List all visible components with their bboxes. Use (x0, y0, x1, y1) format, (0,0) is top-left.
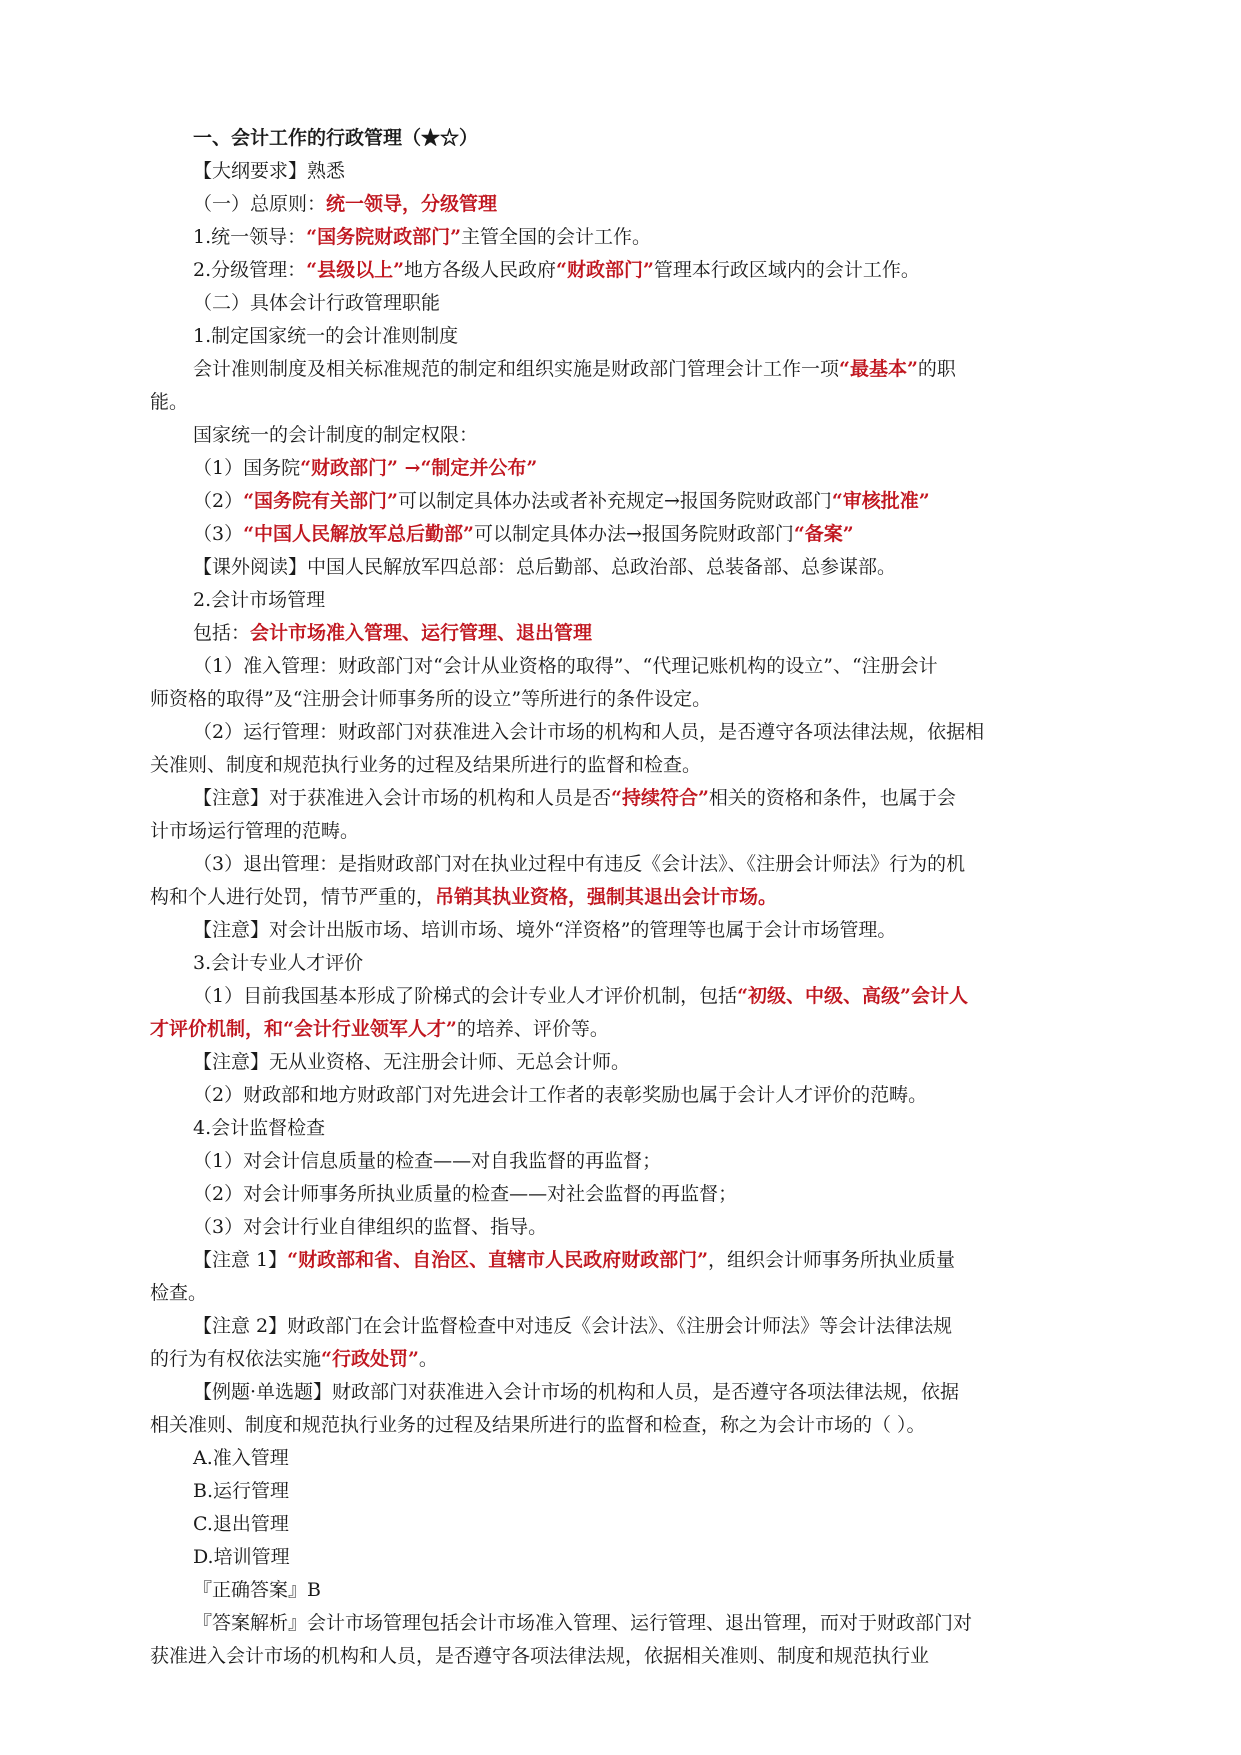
tiered-management (193, 254, 1093, 287)
paragraph-cont: 相关准则、制度和规范执行业务的过程及结果所进行的监督和检查，称之为会计市场的（ ）。 (150, 1414, 926, 1436)
paragraph: 国家统一的会计制度的制定权限： (193, 424, 479, 446)
text: 【注意 1】 (193, 1249, 288, 1271)
text: 1.统一领导： (193, 226, 307, 248)
heading-market: 2.会计市场管理 (193, 589, 326, 611)
paragraph (193, 617, 1093, 650)
text: （1）目前我国基本形成了阶梯式的会计专业人才评价机制，包括 (193, 985, 738, 1007)
paragraph-cont: 师资格的取得”及“注册会计师事务所的设立”等所进行的条件设定。 (150, 688, 712, 710)
highlight: “行政处罚” (321, 1348, 419, 1370)
highlight: “财政部门” (556, 259, 654, 281)
list-item: （3）对会计行业自律组织的监督、指导。 (193, 1216, 548, 1238)
text: 的职 (917, 358, 956, 380)
text: （一）总原则： (193, 193, 327, 215)
paragraph: （2）财政部和地方财政部门对先进会计工作者的表彰奖励也属于会计人才评价的范畴。 (193, 1084, 928, 1106)
highlight: 统一领导，分级管理 (326, 193, 498, 215)
text: （2） (193, 490, 244, 512)
text: 地方各级人民政府 (404, 259, 557, 281)
paragraph-cont (150, 1013, 1093, 1046)
text: 的培养、评价等。 (456, 1018, 609, 1040)
heading-standards: 1.制定国家统一的会计准则制度 (193, 325, 459, 347)
text: 可以制定具体办法或者补充规定→报国务院财政部门 (397, 490, 832, 512)
list-item (193, 518, 1093, 551)
text: 构和个人进行处罚，情节严重的， (150, 886, 436, 908)
highlight: “持续符合” (611, 787, 709, 809)
note (193, 1244, 1093, 1277)
list-item (193, 452, 1093, 485)
answer-analysis: 『答案解析』会计市场管理包括会计市场准入管理、运行管理、退出管理，而对于财政部门对 (193, 1612, 973, 1634)
paragraph (193, 353, 1093, 386)
option-a: A.准入管理 (193, 1447, 289, 1469)
text: 。 (418, 1348, 438, 1370)
paragraph (193, 980, 1093, 1013)
text: 主管全国的会计工作。 (461, 226, 652, 248)
outline-requirement: 【大纲要求】熟悉 (193, 160, 346, 182)
note (193, 782, 1093, 815)
text: 相关的资格和条件，也属于会 (708, 787, 956, 809)
list-item: （2）对会计师事务所执业质量的检查——对社会监督的再监督； (193, 1183, 738, 1205)
correct-answer: 『正确答案』B (193, 1579, 321, 1601)
text: 的行为有权依法实施 (150, 1348, 322, 1370)
text: 【注意】对于获准进入会计市场的机构和人员是否 (193, 787, 612, 809)
highlight: “财政部门” →“制定并公布” (300, 457, 538, 479)
paragraph-cont (150, 1343, 1093, 1376)
paragraph: （3）退出管理：是指财政部门对在执业过程中有违反《会计法》、《注册会计师法》行为的机 (193, 853, 966, 875)
text: 可以制定具体办法→报国务院财政部门 (473, 523, 794, 545)
paragraph: （2）运行管理：财政部门对获准进入会计市场的机构和人员，是否遵守各项法律法规，依据相 (193, 721, 985, 743)
highlight: “初级、中级、高级”会计人 (737, 985, 968, 1007)
highlight: “中国人民解放军总后勤部” (243, 523, 474, 545)
text: 2.分级管理： (193, 259, 307, 281)
paragraph-cont: 能。 (150, 391, 189, 413)
paragraph: （1）准入管理：财政部门对“会计从业资格的取得”、“代理记账机构的设立”、“注册会计 (193, 655, 938, 677)
highlight: 才评价机制，和“会计行业领军人才” (150, 1018, 457, 1040)
highlight: 会计市场准入管理、运行管理、退出管理 (250, 622, 593, 644)
list-item (193, 485, 1093, 518)
text: 包括： (193, 622, 251, 644)
paragraph-cont: 检查。 (150, 1282, 208, 1304)
text: 管理本行政区域内的会计工作。 (653, 259, 920, 281)
option-c: C.退出管理 (193, 1513, 289, 1535)
option-b: B.运行管理 (193, 1480, 290, 1502)
highlight: “国务院有关部门” (243, 490, 398, 512)
unified-leadership (193, 221, 1093, 254)
highlight: “国务院财政部门” (306, 226, 461, 248)
text: 会计准则制度及相关标准规范的制定和组织实施是财政部门管理会计工作一项 (193, 358, 840, 380)
highlight: 吊销其执业资格，强制其退出会计市场。 (435, 886, 778, 908)
text: ，组织会计师事务所执业质量 (708, 1249, 956, 1271)
section-title: 一、会计工作的行政管理（★☆） (193, 127, 479, 149)
paragraph-cont: 获准进入会计市场的机构和人员，是否遵守各项法律法规，依据相关准则、制度和规范执行业 (150, 1645, 930, 1667)
general-principle (193, 188, 1093, 221)
note: 【注意】对会计出版市场、培训市场、境外“洋资格”的管理等也属于会计市场管理。 (193, 919, 897, 941)
paragraph-cont: 关准则、制度和规范执行业务的过程及结果所进行的监督和检查。 (150, 754, 702, 776)
paragraph-cont: 计市场运行管理的范畴。 (150, 820, 360, 842)
highlight: “最基本” (839, 358, 918, 380)
highlight: “财政部和省、自治区、直辖市人民政府财政部门” (287, 1249, 708, 1271)
highlight: “审核批准” (831, 490, 930, 512)
document-body (150, 122, 1093, 1673)
example-question: 【例题·单选题】财政部门对获准进入会计市场的机构和人员，是否遵守各项法律法规，依据 (193, 1381, 960, 1403)
heading-talent: 3.会计专业人才评价 (193, 952, 364, 974)
text: （1）国务院 (193, 457, 301, 479)
highlight: “县级以上” (306, 259, 404, 281)
paragraph-cont (150, 881, 1093, 914)
note: 【注意】无从业资格、无注册会计师、无总会计师。 (193, 1051, 631, 1073)
extra-reading: 【课外阅读】中国人民解放军四总部：总后勤部、总政治部、总装备部、总参谋部。 (193, 556, 897, 578)
option-d: D.培训管理 (193, 1546, 290, 1568)
text: （3） (193, 523, 244, 545)
specific-functions: （二）具体会计行政管理职能 (193, 292, 441, 314)
list-item: （1）对会计信息质量的检查——对自我监督的再监督； (193, 1150, 662, 1172)
heading-supervision: 4.会计监督检查 (193, 1117, 326, 1139)
highlight: “备案” (793, 523, 854, 545)
note: 【注意 2】财政部门在会计监督检查中对违反《会计法》、《注册会计师法》等会计法律法规 (193, 1315, 953, 1337)
